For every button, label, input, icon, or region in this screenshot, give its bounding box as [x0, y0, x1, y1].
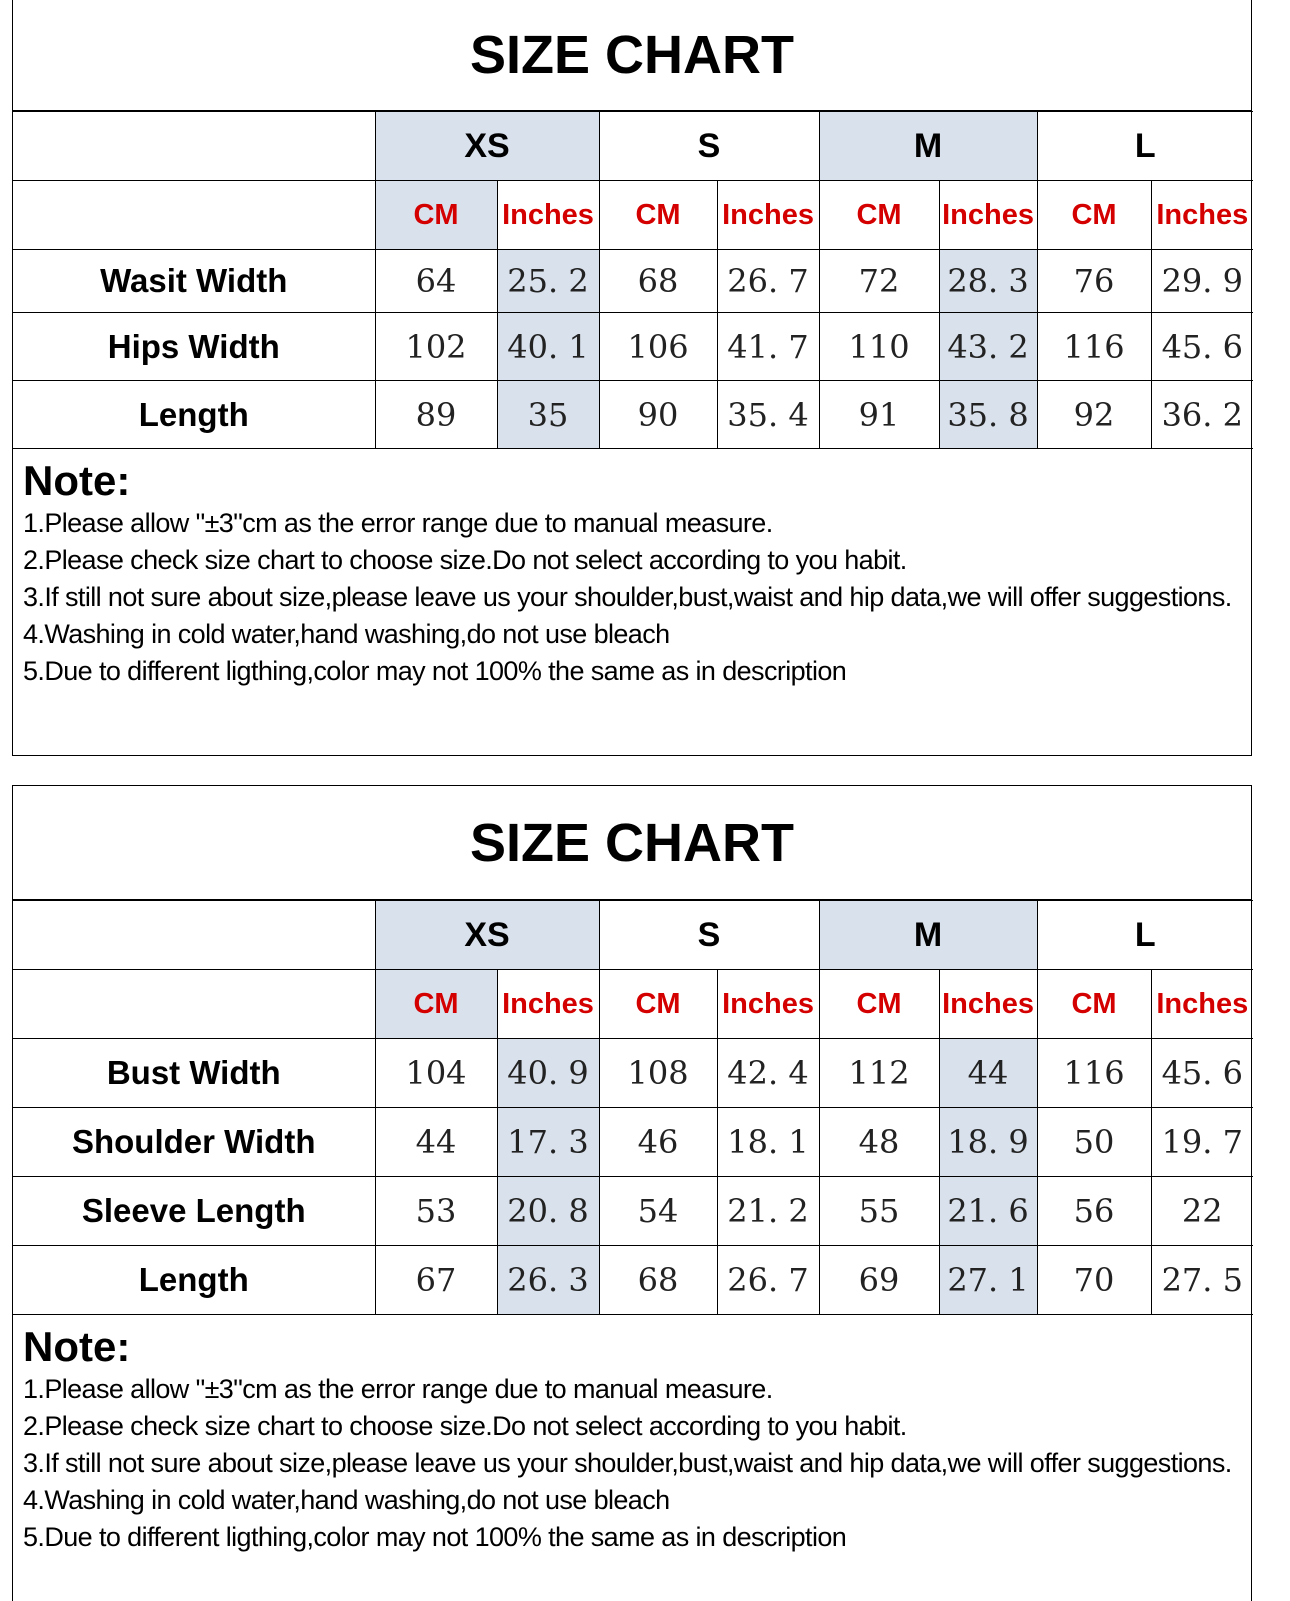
unit-label: Inches [939, 181, 1037, 250]
cell-value: 108 [599, 1039, 717, 1108]
size-m: M [819, 901, 1037, 970]
chart-title: SIZE CHART [13, 0, 1251, 111]
cell-value: 19. 7 [1151, 1108, 1253, 1177]
notes-section [13, 449, 1251, 690]
corner-cell [13, 970, 375, 1039]
cell-value: 92 [1037, 381, 1151, 449]
table-row [13, 1039, 1253, 1108]
size-chart-bottoms [12, 0, 1252, 756]
cell-value: 68 [599, 1246, 717, 1315]
unit-label: CM [375, 970, 497, 1039]
cell-value: 67 [375, 1246, 497, 1315]
unit-label: Inches [717, 181, 819, 250]
cell-value: 69 [819, 1246, 939, 1315]
note-title: Note: [23, 457, 131, 504]
cell-value: 28. 3 [939, 250, 1037, 313]
row-label: Hips Width [13, 313, 375, 381]
note-line: 2.Please check size chart to choose size.Do not select according to you habit. [23, 545, 907, 575]
cell-value: 35 [497, 381, 599, 449]
cell-value: 35. 8 [939, 381, 1037, 449]
cell-value: 76 [1037, 250, 1151, 313]
cell-value: 42. 4 [717, 1039, 819, 1108]
note-title: Note: [23, 1323, 131, 1370]
cell-value: 27. 1 [939, 1246, 1037, 1315]
cell-value: 45. 6 [1151, 1039, 1253, 1108]
note-line: 1.Please allow "±3"cm as the error range due to manual measure. [23, 1374, 773, 1404]
unit-label: Inches [939, 970, 1037, 1039]
cell-value: 102 [375, 313, 497, 381]
row-label: Length [13, 1246, 375, 1315]
cell-value: 45. 6 [1151, 313, 1253, 381]
cell-value: 21. 2 [717, 1177, 819, 1246]
cell-value: 29. 9 [1151, 250, 1253, 313]
cell-value: 91 [819, 381, 939, 449]
size-chart-tops [12, 785, 1252, 1601]
notes-section [13, 1315, 1251, 1556]
cell-value: 70 [1037, 1246, 1151, 1315]
note-line: 3.If still not sure about size,please leave us your shoulder,bust,waist and hip data,we will offer suggestions. [23, 1448, 1232, 1478]
corner-cell [13, 901, 375, 970]
size-header-row [13, 112, 1253, 181]
size-header-row [13, 901, 1253, 970]
note-line: 2.Please check size chart to choose size.Do not select according to you habit. [23, 1411, 907, 1441]
unit-header-row [13, 970, 1253, 1039]
cell-value: 64 [375, 250, 497, 313]
table-row [13, 313, 1253, 381]
cell-value: 44 [375, 1108, 497, 1177]
cell-value: 40. 1 [497, 313, 599, 381]
note-line: 4.Washing in cold water,hand washing,do not use bleach [23, 1485, 670, 1515]
unit-label: CM [1037, 181, 1151, 250]
row-label: Shoulder Width [13, 1108, 375, 1177]
cell-value: 68 [599, 250, 717, 313]
cell-value: 46 [599, 1108, 717, 1177]
cell-value: 18. 9 [939, 1108, 1037, 1177]
cell-value: 106 [599, 313, 717, 381]
unit-label: Inches [497, 970, 599, 1039]
cell-value: 36. 2 [1151, 381, 1253, 449]
cell-value: 27. 5 [1151, 1246, 1253, 1315]
chart-title: SIZE CHART [13, 786, 1251, 900]
unit-label: CM [599, 970, 717, 1039]
cell-value: 43. 2 [939, 313, 1037, 381]
cell-value: 104 [375, 1039, 497, 1108]
cell-value: 72 [819, 250, 939, 313]
note-line: 5.Due to different ligthing,color may not 100% the same as in description [23, 656, 847, 686]
cell-value: 21. 6 [939, 1177, 1037, 1246]
size-table [13, 900, 1253, 1315]
row-label: Length [13, 381, 375, 449]
size-table [13, 111, 1253, 449]
cell-value: 40. 9 [497, 1039, 599, 1108]
cell-value: 48 [819, 1108, 939, 1177]
note-line: 5.Due to different ligthing,color may not 100% the same as in description [23, 1522, 847, 1552]
row-label: Sleeve Length [13, 1177, 375, 1246]
size-l: L [1037, 112, 1253, 181]
cell-value: 55 [819, 1177, 939, 1246]
cell-value: 56 [1037, 1177, 1151, 1246]
cell-value: 22 [1151, 1177, 1253, 1246]
cell-value: 25. 2 [497, 250, 599, 313]
unit-label: CM [599, 181, 717, 250]
table-row [13, 1246, 1253, 1315]
unit-label: Inches [497, 181, 599, 250]
cell-value: 116 [1037, 313, 1151, 381]
cell-value: 26. 7 [717, 250, 819, 313]
corner-cell [13, 181, 375, 250]
cell-value: 35. 4 [717, 381, 819, 449]
note-line: 4.Washing in cold water,hand washing,do not use bleach [23, 619, 670, 649]
size-l: L [1037, 901, 1253, 970]
note-line: 1.Please allow "±3"cm as the error range due to manual measure. [23, 508, 773, 538]
row-label: Bust Width [13, 1039, 375, 1108]
cell-value: 44 [939, 1039, 1037, 1108]
cell-value: 50 [1037, 1108, 1151, 1177]
corner-cell [13, 112, 375, 181]
size-m: M [819, 112, 1037, 181]
cell-value: 18. 1 [717, 1108, 819, 1177]
cell-value: 53 [375, 1177, 497, 1246]
cell-value: 26. 3 [497, 1246, 599, 1315]
cell-value: 26. 7 [717, 1246, 819, 1315]
table-row [13, 381, 1253, 449]
unit-label: CM [375, 181, 497, 250]
cell-value: 41. 7 [717, 313, 819, 381]
cell-value: 20. 8 [497, 1177, 599, 1246]
table-row [13, 250, 1253, 313]
cell-value: 116 [1037, 1039, 1151, 1108]
cell-value: 110 [819, 313, 939, 381]
size-s: S [599, 112, 819, 181]
size-xs: XS [375, 112, 599, 181]
size-s: S [599, 901, 819, 970]
cell-value: 54 [599, 1177, 717, 1246]
cell-value: 17. 3 [497, 1108, 599, 1177]
cell-value: 112 [819, 1039, 939, 1108]
cell-value: 89 [375, 381, 497, 449]
note-line: 3.If still not sure about size,please leave us your shoulder,bust,waist and hip data,we will offer suggestions. [23, 582, 1232, 612]
size-xs: XS [375, 901, 599, 970]
table-row [13, 1177, 1253, 1246]
unit-label: CM [1037, 970, 1151, 1039]
cell-value: 90 [599, 381, 717, 449]
unit-label: Inches [1151, 181, 1253, 250]
unit-label: Inches [717, 970, 819, 1039]
unit-label: CM [819, 181, 939, 250]
table-row [13, 1108, 1253, 1177]
unit-label: CM [819, 970, 939, 1039]
row-label: Wasit Width [13, 250, 375, 313]
unit-header-row [13, 181, 1253, 250]
unit-label: Inches [1151, 970, 1253, 1039]
